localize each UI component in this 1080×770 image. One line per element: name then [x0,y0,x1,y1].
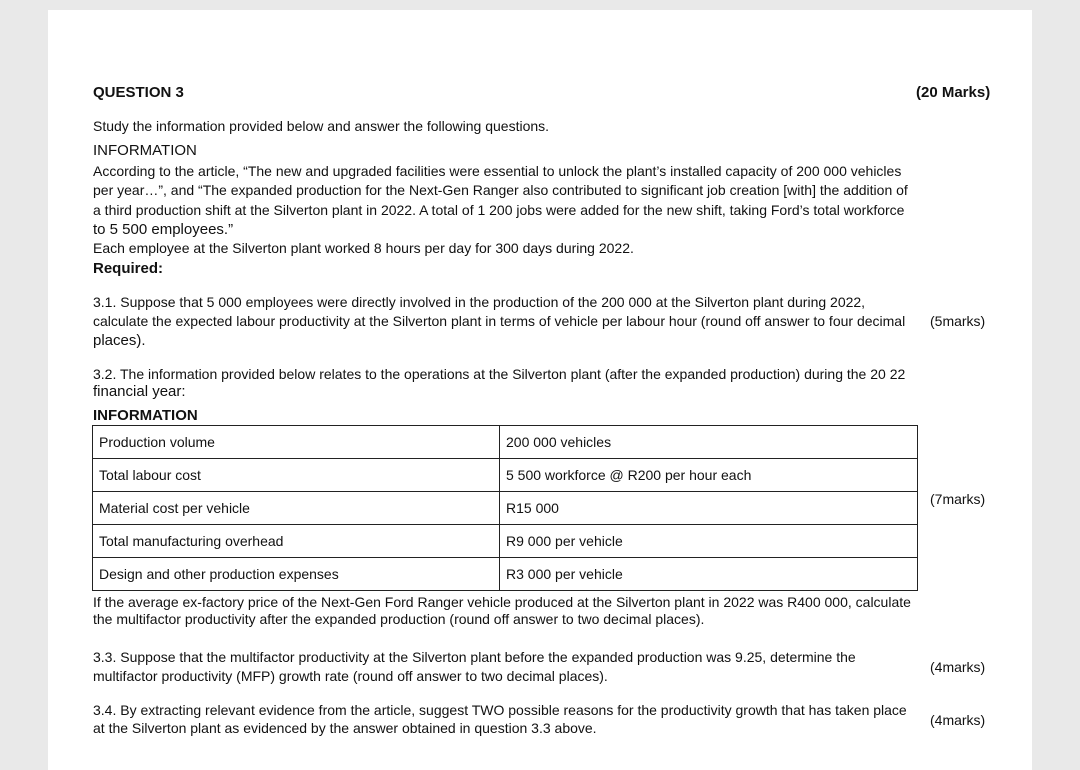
table-row [93,558,918,591]
q31-line: places). [93,332,146,349]
table-cell: Total manufacturing overhead [93,525,500,558]
article-line: Each employee at the Silverton plant worked 8 hours per day for 300 days during 2022. [93,240,634,256]
article-line: per year…”, and “The expanded production for the Next-Gen Ranger also contributed to significant job creation [with] the addition of [93,182,908,198]
q34-line: at the Silverton plant as evidenced by the answer obtained in question 3.3 above. [93,720,597,736]
q32-info-heading: INFORMATION [93,407,198,424]
q31-marks: (5marks) [930,313,986,329]
required-label: Required: [93,260,164,277]
q31-line: calculate the expected labour productivity at the Silverton plant in terms of vehicle per labour hour (round off answer to four decimal [93,313,906,329]
question-total-marks: (20 Marks) [916,84,991,101]
table-cell: 200 000 vehicles [500,426,918,459]
table-row [93,426,918,459]
q34-marks: (4marks) [930,712,986,728]
table-cell: Design and other production expenses [93,558,500,591]
table-cell: Material cost per vehicle [93,492,500,525]
table-cell: 5 500 workforce @ R200 per hour each [500,459,918,492]
q32-line: financial year: [93,383,186,400]
article-line: a third production shift at the Silverton plant in 2022. A total of 1 200 jobs were added for the new shift, taking Ford’s total workforce [93,202,905,218]
table-cell: Production volume [93,426,500,459]
question-title: QUESTION 3 [93,84,184,101]
table-row [93,492,918,525]
q33-line: multifactor productivity (MFP) growth rate (round off answer to two decimal places). [93,668,608,684]
table-cell: R3 000 per vehicle [500,558,918,591]
document-page [48,10,1032,770]
table-row [93,459,918,492]
table-cell: R9 000 per vehicle [500,525,918,558]
q32-after-line: the multifactor productivity after the expanded production (round off answer to two decimal places). [93,611,705,627]
article-line: According to the article, “The new and upgraded facilities were essential to unlock the plant’s installed capacity of 200 000 vehicles [93,163,902,179]
info-heading: INFORMATION [93,142,197,159]
q32-marks: (7marks) [930,491,986,507]
q34-line: 3.4. By extracting relevant evidence from the article, suggest TWO possible reasons for the productivity growth that has taken place [93,702,907,718]
information-table [92,425,918,591]
table-cell: Total labour cost [93,459,500,492]
table-row [93,525,918,558]
q33-line: 3.3. Suppose that the multifactor productivity at the Silverton plant before the expanded production was 9.25, determine the [93,649,856,665]
q32-line: 3.2. The information provided below relates to the operations at the Silverton plant (after the expanded production) during the 20 22 [93,366,906,382]
q32-after-line: If the average ex-factory price of the Next-Gen Ford Ranger vehicle produced at the Silverton plant in 2022 was R400 000, calculate [93,594,911,610]
q31-line: 3.1. Suppose that 5 000 employees were directly involved in the production of the 200 000 at the Silverton plant during 2022, [93,294,866,310]
article-line: to 5 500 employees.” [93,221,234,238]
q33-marks: (4marks) [930,659,986,675]
question-intro: Study the information provided below and answer the following questions. [93,118,550,134]
table-cell: R15 000 [500,492,918,525]
